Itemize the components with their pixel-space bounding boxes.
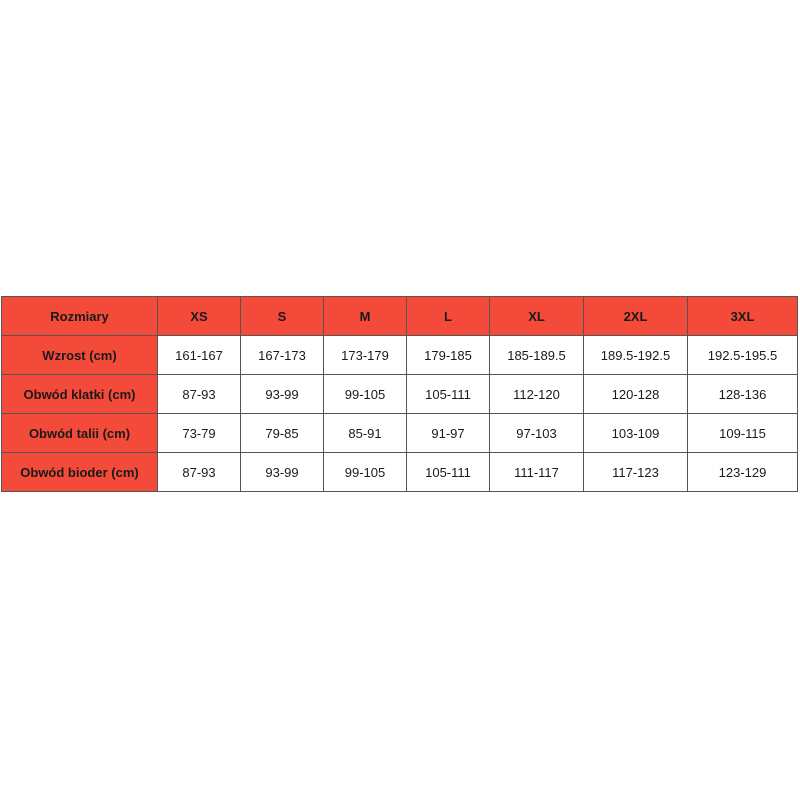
table-cell: 105-111 bbox=[407, 453, 490, 492]
table-cell: 173-179 bbox=[324, 336, 407, 375]
table-cell: 93-99 bbox=[241, 453, 324, 492]
table-cell: 87-93 bbox=[158, 375, 241, 414]
table-row-height bbox=[2, 336, 798, 375]
table-cell: 103-109 bbox=[584, 414, 688, 453]
size-chart-table bbox=[1, 296, 798, 492]
table-row-hips bbox=[2, 453, 798, 492]
table-cell: 93-99 bbox=[241, 375, 324, 414]
row-label-height: Wzrost (cm) bbox=[2, 336, 158, 375]
table-cell: 192.5-195.5 bbox=[688, 336, 798, 375]
size-header-xl: XL bbox=[490, 297, 584, 336]
table-row-chest bbox=[2, 375, 798, 414]
row-label-waist: Obwód talii (cm) bbox=[2, 414, 158, 453]
table-cell: 112-120 bbox=[490, 375, 584, 414]
size-header-m: M bbox=[324, 297, 407, 336]
table-cell: 161-167 bbox=[158, 336, 241, 375]
row-label-chest: Obwód klatki (cm) bbox=[2, 375, 158, 414]
corner-label: Rozmiary bbox=[2, 297, 158, 336]
table-cell: 123-129 bbox=[688, 453, 798, 492]
table-cell: 99-105 bbox=[324, 453, 407, 492]
table-cell: 79-85 bbox=[241, 414, 324, 453]
size-header-row bbox=[2, 297, 798, 336]
table-cell: 189.5-192.5 bbox=[584, 336, 688, 375]
table-row-waist bbox=[2, 414, 798, 453]
size-header-2xl: 2XL bbox=[584, 297, 688, 336]
size-header-s: S bbox=[241, 297, 324, 336]
table-cell: 167-173 bbox=[241, 336, 324, 375]
table-cell: 117-123 bbox=[584, 453, 688, 492]
table-cell: 97-103 bbox=[490, 414, 584, 453]
table-cell: 111-117 bbox=[490, 453, 584, 492]
size-header-3xl: 3XL bbox=[688, 297, 798, 336]
row-label-hips: Obwód bioder (cm) bbox=[2, 453, 158, 492]
table-cell: 105-111 bbox=[407, 375, 490, 414]
table-cell: 99-105 bbox=[324, 375, 407, 414]
table-cell: 73-79 bbox=[158, 414, 241, 453]
table-cell: 128-136 bbox=[688, 375, 798, 414]
table-cell: 85-91 bbox=[324, 414, 407, 453]
table-cell: 120-128 bbox=[584, 375, 688, 414]
size-header-xs: XS bbox=[158, 297, 241, 336]
table-cell: 185-189.5 bbox=[490, 336, 584, 375]
table-cell: 179-185 bbox=[407, 336, 490, 375]
table-cell: 91-97 bbox=[407, 414, 490, 453]
table-cell: 87-93 bbox=[158, 453, 241, 492]
table-cell: 109-115 bbox=[688, 414, 798, 453]
size-header-l: L bbox=[407, 297, 490, 336]
